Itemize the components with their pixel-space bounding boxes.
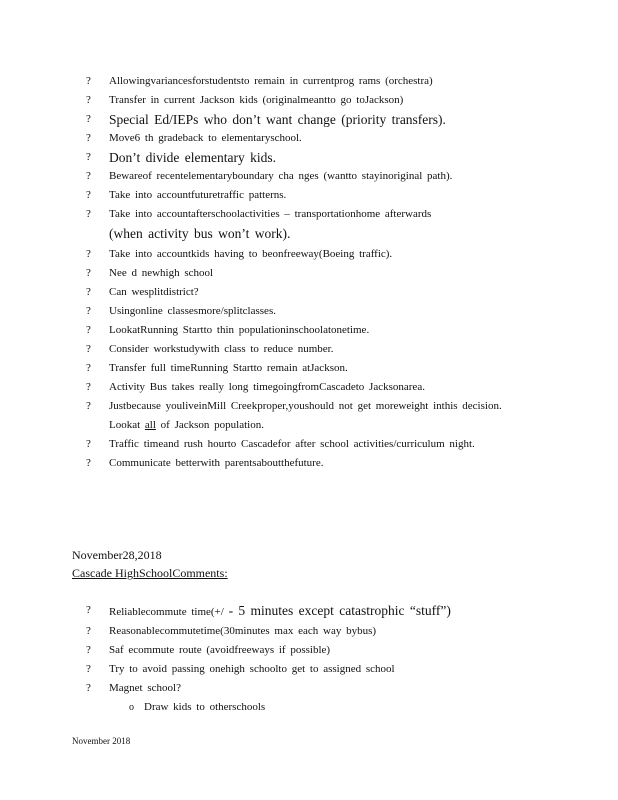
list-item-text: Allowingvariancesforstudentsto remain in currentprog rams (orchestra): [109, 75, 433, 87]
bullet-icon: ?: [86, 267, 91, 279]
list-item-text: Saf ecommute route (avoidfreeways if possible): [109, 644, 331, 656]
list-item: [86, 110, 536, 129]
list-item-text-end: of Jackson population.: [155, 419, 264, 431]
bullet-icon: ?: [86, 625, 91, 637]
list-item-text: Transfer in current Jackson kids (originalmeantto go toJackson): [109, 94, 404, 106]
list-item: [86, 205, 536, 245]
bullet-icon: ?: [86, 208, 91, 220]
list-item: [86, 359, 536, 378]
list-item-text-line1: Take into accountafterschoolactivities – transportationhome afterwards: [109, 208, 432, 220]
list-item-text: Try to avoid passing onehigh schoolto get to assigned school: [109, 663, 395, 675]
list-item-text: Nee d newhigh school: [109, 267, 214, 279]
meeting-date: November28,2018: [72, 548, 162, 562]
bullet-icon: ?: [86, 75, 91, 87]
list-item-text: Don’t divide elementary kids.: [109, 150, 276, 165]
bullet-icon: ?: [86, 286, 91, 298]
list-item: [86, 264, 536, 283]
list-item: [86, 72, 536, 91]
list-item-text: Reasonablecommutetime(30minutes max each way bybus): [109, 625, 377, 637]
list-item: [86, 622, 536, 641]
list-item-text-line2: (when activity bus won’t work).: [109, 226, 291, 241]
sub-list-item: [129, 698, 536, 717]
list-item: [86, 91, 536, 110]
bullet-icon: ?: [86, 644, 91, 656]
list-item: [86, 302, 536, 321]
list-item: [86, 641, 536, 660]
list-item-text: Magnet school?: [109, 682, 181, 694]
list-item: [86, 454, 536, 473]
list-item: [86, 283, 536, 302]
section-title: Cascade HighSchoolComments:: [72, 566, 228, 580]
list-item: [86, 340, 536, 359]
list-item-text: Traffic timeand rush hourto Cascadefor after school activities/curriculum night.: [109, 438, 475, 450]
list-item: [86, 435, 536, 454]
list-item: [86, 397, 536, 435]
bullet-icon: ?: [86, 305, 91, 317]
list-item-text: Take into accountkids having to beonfreeway(Boeing traffic).: [109, 248, 393, 260]
bullet-icon: ?: [86, 362, 91, 374]
list-item: [86, 186, 536, 205]
bullet-icon: ?: [86, 151, 91, 163]
list-item: [86, 129, 536, 148]
sub-list-item-text: Draw kids to otherschools: [144, 701, 266, 713]
bullet-icon: ?: [86, 682, 91, 694]
bullet-icon: ?: [86, 94, 91, 106]
bullet-icon: ?: [86, 663, 91, 675]
list-item-text: Transfer full timeRunning Startto remain atJackson.: [109, 362, 348, 374]
bullet-icon: ?: [86, 113, 91, 125]
bullet-icon: ?: [86, 343, 91, 355]
bullet-icon: ?: [86, 400, 91, 412]
bullet-icon: ?: [86, 324, 91, 336]
list-item-text: Communicate betterwith parentsaboutthefuture.: [109, 457, 324, 469]
bullet-icon: ?: [86, 457, 91, 469]
list-item: [86, 679, 536, 698]
list-item-text: Activity Bus takes really long timegoingfromCascadeto Jacksonarea.: [109, 381, 425, 393]
list-item: [86, 321, 536, 340]
list-item-text: [109, 205, 431, 245]
list-item: [86, 601, 536, 622]
list-item-text-end: - 5 minutes except catastrophic “stuff”): [228, 603, 451, 618]
list-item-text: Usingonline classesmore/splitclasses.: [109, 305, 276, 317]
bullet-icon: ?: [86, 170, 91, 182]
circle-bullet-icon: o: [129, 702, 134, 713]
list-item: [86, 378, 536, 397]
list-item: [86, 148, 536, 167]
bullet-icon: ?: [86, 381, 91, 393]
first-bullet-list: [86, 72, 536, 473]
bullet-icon: ?: [86, 189, 91, 201]
list-item: [86, 660, 536, 679]
list-item-text: Special Ed/IEPs who don’t want change (priority transfers).: [109, 112, 446, 127]
second-bullet-list: [86, 601, 536, 717]
list-item-text-start: Justbecause youliveinMill Creekproper,youshould not get moreweight inthis decision. Lookat: [109, 400, 502, 431]
list-item-text: Consider workstudywith class to reduce number.: [109, 343, 334, 355]
list-item-text: Bewareof recentelementaryboundary cha nges (wantto stayinoriginal path).: [109, 170, 453, 182]
bullet-icon: ?: [86, 604, 91, 616]
bullet-icon: ?: [86, 248, 91, 260]
list-item: [86, 167, 536, 186]
underlined-word: all: [144, 419, 156, 431]
page-footer: November 2018: [72, 736, 131, 746]
list-item-text: Take into accountfuturetraffic patterns.: [109, 189, 287, 201]
list-item-text: Move6 th gradeback to elementaryschool.: [109, 132, 302, 144]
list-item-text: LookatRunning Startto thin populationinschoolatonetime.: [109, 324, 370, 336]
list-item-text: Can wesplitdistrict?: [109, 286, 199, 298]
list-item-text-start: Reliablecommute time(+/: [109, 606, 229, 618]
list-item: [86, 245, 536, 264]
list-item-text: [109, 601, 451, 622]
bullet-icon: ?: [86, 132, 91, 144]
bullet-icon: ?: [86, 438, 91, 450]
list-item-text: [109, 397, 536, 435]
